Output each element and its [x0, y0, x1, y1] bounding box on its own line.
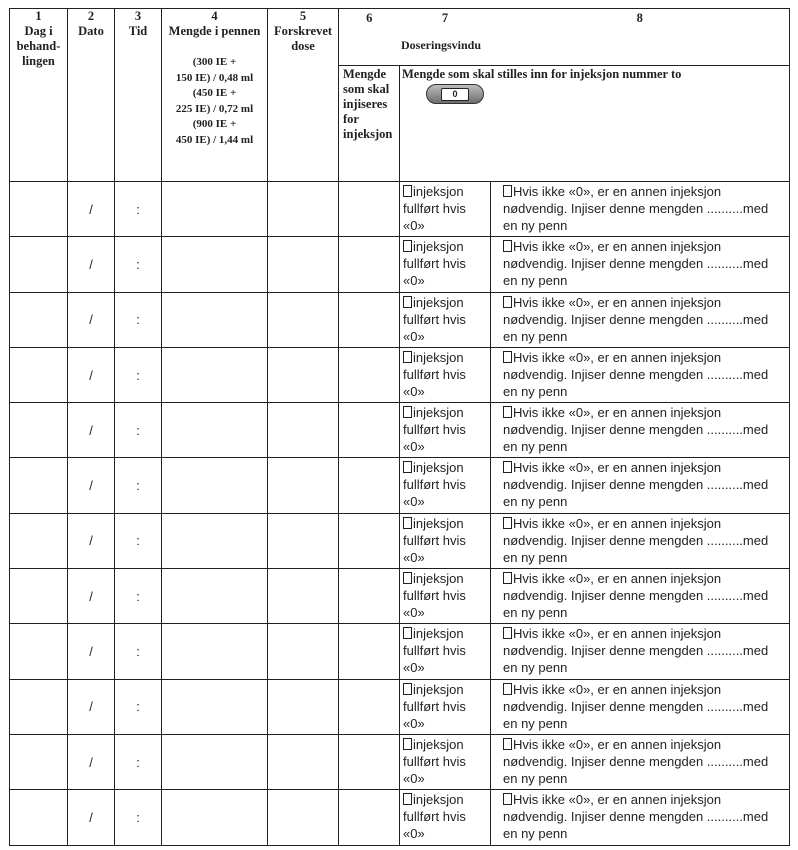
- header-prescribed-dose: [268, 9, 339, 182]
- inject-amount-cell[interactable]: [339, 679, 400, 734]
- table-row: [10, 347, 790, 402]
- complete-text-2: fullført hvis: [403, 532, 466, 548]
- table-row: [10, 182, 790, 237]
- prescribed-dose-cell[interactable]: [268, 569, 339, 624]
- date-separator: /: [89, 201, 93, 217]
- inject-amount-cell[interactable]: [339, 458, 400, 513]
- second-text-3: en ny penn: [503, 660, 568, 676]
- injection-complete-cell: [400, 513, 491, 568]
- header-dose-label-1: Forskrevet: [273, 24, 333, 38]
- time-separator: :: [136, 588, 140, 604]
- header-day-label-2: behand-: [16, 39, 61, 53]
- complete-text-3: «0»: [403, 218, 425, 233]
- table-row: [10, 679, 790, 734]
- time-cell[interactable]: [115, 513, 162, 568]
- second-text-1: Hvis ikke «0», er en annen injeksjon: [513, 736, 722, 752]
- day-cell[interactable]: [10, 403, 68, 458]
- date-cell[interactable]: [68, 292, 115, 347]
- date-cell[interactable]: [68, 569, 115, 624]
- second-text-3: en ny penn: [503, 549, 568, 565]
- amount-cell[interactable]: [162, 403, 268, 458]
- injection-complete-cell: [400, 569, 491, 624]
- inject-amount-cell[interactable]: [339, 347, 400, 402]
- amount-cell[interactable]: [162, 790, 268, 845]
- time-cell[interactable]: [115, 403, 162, 458]
- time-cell[interactable]: [115, 790, 162, 845]
- injection-complete-cell: [400, 237, 491, 292]
- injection-complete-cell: [400, 403, 491, 458]
- complete-text-1: injeksjon: [413, 736, 464, 752]
- amount-cell[interactable]: [162, 734, 268, 789]
- pen-window-value: 0: [441, 88, 469, 101]
- header-day: [10, 9, 68, 182]
- complete-text-2: fullført hvis: [403, 698, 466, 714]
- completed-checkbox[interactable]: [403, 572, 412, 584]
- header-dose-label-2: dose: [291, 39, 315, 53]
- second-injection-cell: [491, 403, 790, 458]
- date-separator: /: [89, 422, 93, 438]
- complete-text-3: «0»: [403, 826, 425, 842]
- amount-option-line: (450 IE +: [192, 87, 237, 99]
- time-separator: :: [136, 312, 140, 328]
- complete-text-1: injeksjon: [413, 294, 464, 310]
- completed-checkbox[interactable]: [403, 240, 412, 252]
- pen-dose-window-icon: [426, 84, 484, 104]
- second-text-1: Hvis ikke «0», er en annen injeksjon: [513, 792, 722, 808]
- time-separator: :: [136, 699, 140, 715]
- complete-text-1: injeksjon: [413, 792, 464, 808]
- complete-text-1: injeksjon: [413, 349, 464, 365]
- time-separator: :: [136, 256, 140, 272]
- complete-text-1: injeksjon: [413, 239, 464, 255]
- time-cell[interactable]: [115, 292, 162, 347]
- complete-text-3: «0»: [403, 715, 425, 731]
- second-injection-checkbox[interactable]: [503, 738, 512, 750]
- second-text-1: Hvis ikke «0», er en annen injeksjon: [513, 681, 722, 697]
- second-text-1: Hvis ikke «0», er en annen injeksjon: [513, 184, 722, 199]
- second-injection-cell: [491, 569, 790, 624]
- time-cell[interactable]: [115, 458, 162, 513]
- header-amount-options: [162, 55, 267, 148]
- day-cell[interactable]: [10, 790, 68, 845]
- header-date: [68, 9, 115, 182]
- complete-text-1: injeksjon: [413, 626, 464, 642]
- header-col7-number: 7: [400, 9, 491, 36]
- second-text-1: Hvis ikke «0», er en annen injeksjon: [513, 571, 722, 587]
- second-injection-cell: [491, 182, 790, 237]
- complete-text-2: fullført hvis: [403, 753, 466, 769]
- second-injection-cell: [491, 458, 790, 513]
- amount-cell[interactable]: [162, 292, 268, 347]
- header-day-label-3: lingen: [22, 54, 55, 68]
- time-separator: :: [136, 754, 140, 770]
- second-text-1: Hvis ikke «0», er en annen injeksjon: [513, 460, 722, 476]
- date-cell[interactable]: [68, 513, 115, 568]
- second-text-3: en ny penn: [503, 328, 568, 344]
- date-cell[interactable]: [68, 790, 115, 845]
- date-cell[interactable]: [68, 458, 115, 513]
- inject-amount-cell[interactable]: [339, 734, 400, 789]
- header-amount-number: 4: [211, 9, 218, 23]
- header-second-injection: [400, 66, 790, 182]
- complete-text-3: «0»: [403, 605, 425, 621]
- second-injection-cell: [491, 347, 790, 402]
- header-date-number: 2: [87, 9, 95, 23]
- second-injection-checkbox[interactable]: [503, 406, 512, 418]
- time-cell[interactable]: [115, 182, 162, 237]
- table-row: [10, 734, 790, 789]
- prescribed-dose-cell[interactable]: [268, 679, 339, 734]
- amount-cell[interactable]: [162, 182, 268, 237]
- table-row: [10, 292, 790, 347]
- second-text-3: en ny penn: [503, 826, 568, 842]
- date-separator: /: [89, 699, 93, 715]
- second-injection-checkbox[interactable]: [503, 683, 512, 695]
- amount-option-line: 450 IE) / 1,44 ml: [175, 133, 254, 146]
- date-cell[interactable]: [68, 624, 115, 679]
- second-text-2: nødvendig. Injiser denne mengden ..........med: [503, 643, 769, 659]
- time-separator: :: [136, 809, 140, 825]
- table-row: [10, 790, 790, 845]
- second-injection-cell: [491, 237, 790, 292]
- second-text-3: en ny penn: [503, 715, 568, 731]
- date-cell[interactable]: [68, 734, 115, 789]
- second-injection-checkbox[interactable]: [503, 793, 512, 805]
- complete-text-2: fullført hvis: [403, 201, 466, 216]
- date-separator: /: [89, 588, 93, 604]
- second-text-3: en ny penn: [503, 605, 568, 621]
- date-separator: /: [89, 809, 93, 825]
- complete-text-2: fullført hvis: [403, 256, 466, 272]
- second-text-2: nødvendig. Injiser denne mengden ..........med: [503, 366, 769, 382]
- time-cell[interactable]: [115, 734, 162, 789]
- second-injection-cell: [491, 513, 790, 568]
- completed-checkbox[interactable]: [403, 461, 412, 473]
- second-injection-checkbox[interactable]: [503, 627, 512, 639]
- time-separator: :: [136, 533, 140, 549]
- date-separator: /: [89, 644, 93, 660]
- amount-cell[interactable]: [162, 458, 268, 513]
- inject-amount-cell[interactable]: [339, 292, 400, 347]
- prescribed-dose-cell[interactable]: [268, 182, 339, 237]
- header-amount-label: Mengde i pennen: [168, 24, 261, 38]
- complete-text-3: «0»: [403, 660, 425, 676]
- amount-option-line: (900 IE +: [192, 118, 237, 130]
- second-injection-checkbox[interactable]: [503, 240, 512, 252]
- day-cell[interactable]: [10, 734, 68, 789]
- second-text-1: Hvis ikke «0», er en annen injeksjon: [513, 405, 722, 421]
- prescribed-dose-cell[interactable]: [268, 237, 339, 292]
- date-cell[interactable]: [68, 403, 115, 458]
- time-separator: :: [136, 367, 140, 383]
- second-text-3: en ny penn: [503, 383, 568, 399]
- prescribed-dose-cell[interactable]: [268, 734, 339, 789]
- day-cell[interactable]: [10, 182, 68, 237]
- date-separator: /: [89, 312, 93, 328]
- second-text-2: nødvendig. Injiser denne mengden ..........med: [503, 809, 769, 825]
- complete-text-1: injeksjon: [413, 460, 464, 476]
- time-cell[interactable]: [115, 679, 162, 734]
- day-cell[interactable]: [10, 679, 68, 734]
- completed-checkbox[interactable]: [403, 683, 412, 695]
- table-row: [10, 458, 790, 513]
- day-cell[interactable]: [10, 624, 68, 679]
- table-row: [10, 569, 790, 624]
- complete-text-2: fullført hvis: [403, 311, 466, 327]
- second-text-1: Hvis ikke «0», er en annen injeksjon: [513, 239, 722, 255]
- second-text-2: nødvendig. Injiser denne mengden ..........med: [503, 532, 769, 548]
- second-text-1: Hvis ikke «0», er en annen injeksjon: [513, 349, 722, 365]
- prescribed-dose-cell[interactable]: [268, 790, 339, 845]
- complete-text-1: injeksjon: [413, 571, 464, 587]
- second-text-3: en ny penn: [503, 218, 568, 233]
- header-second-injection-label: Mengde som skal stilles inn for injeksjon nummer to: [402, 67, 682, 81]
- completed-checkbox[interactable]: [403, 517, 412, 529]
- time-cell[interactable]: [115, 237, 162, 292]
- complete-text-2: fullført hvis: [403, 422, 466, 438]
- injection-complete-cell: [400, 292, 491, 347]
- amount-cell[interactable]: [162, 569, 268, 624]
- day-cell[interactable]: [10, 237, 68, 292]
- injection-complete-cell: [400, 458, 491, 513]
- day-cell[interactable]: [10, 513, 68, 568]
- second-injection-cell: [491, 679, 790, 734]
- prescribed-dose-cell[interactable]: [268, 513, 339, 568]
- inject-amount-cell[interactable]: [339, 403, 400, 458]
- header-day-label-1: Dag i: [24, 24, 53, 38]
- second-injection-cell: [491, 292, 790, 347]
- complete-text-3: «0»: [403, 770, 425, 786]
- injection-complete-cell: [400, 347, 491, 402]
- complete-text-2: fullført hvis: [403, 477, 466, 493]
- second-text-2: nødvendig. Injiser denne mengden ..........med: [503, 698, 769, 714]
- inject-amount-cell[interactable]: [339, 624, 400, 679]
- date-cell[interactable]: [68, 237, 115, 292]
- header-amount-in-pen: [162, 9, 268, 182]
- amount-cell[interactable]: [162, 237, 268, 292]
- second-text-3: en ny penn: [503, 439, 568, 455]
- table-row: [10, 624, 790, 679]
- complete-text-1: injeksjon: [413, 405, 464, 421]
- complete-text-3: «0»: [403, 549, 425, 565]
- injection-complete-cell: [400, 790, 491, 845]
- second-text-2: nødvendig. Injiser denne mengden ..........med: [503, 477, 769, 493]
- inject-amount-cell[interactable]: [339, 790, 400, 845]
- injection-complete-cell: [400, 734, 491, 789]
- date-separator: /: [89, 367, 93, 383]
- table-row: [10, 403, 790, 458]
- prescribed-dose-cell[interactable]: [268, 458, 339, 513]
- amount-option-line: (300 IE +: [192, 56, 237, 68]
- header-day-number: 1: [35, 9, 42, 23]
- inject-amount-cell[interactable]: [339, 182, 400, 237]
- injection-log-table: [9, 8, 790, 846]
- header-col6-number: 6: [339, 9, 400, 36]
- inject-amount-cell[interactable]: [339, 237, 400, 292]
- prescribed-dose-cell[interactable]: [268, 403, 339, 458]
- prescribed-dose-cell[interactable]: [268, 624, 339, 679]
- second-text-2: nødvendig. Injiser denne mengden ..........med: [503, 422, 769, 438]
- second-injection-cell: [491, 624, 790, 679]
- second-text-1: Hvis ikke «0», er en annen injeksjon: [513, 294, 722, 310]
- amount-cell[interactable]: [162, 624, 268, 679]
- header-dose-number: 5: [299, 9, 307, 23]
- second-injection-checkbox[interactable]: [503, 185, 512, 197]
- completed-checkbox[interactable]: [403, 793, 412, 805]
- second-text-2: nødvendig. Injiser denne mengden ..........med: [503, 201, 769, 216]
- second-text-2: nødvendig. Injiser denne mengden ..........med: [503, 311, 769, 327]
- header-time: [115, 9, 162, 182]
- header-time-label: Tid: [128, 24, 148, 38]
- second-text-3: en ny penn: [503, 494, 568, 510]
- second-injection-cell: [491, 734, 790, 789]
- time-cell[interactable]: [115, 569, 162, 624]
- second-text-2: nødvendig. Injiser denne mengden ..........med: [503, 588, 769, 604]
- time-cell[interactable]: [115, 624, 162, 679]
- complete-text-3: «0»: [403, 273, 425, 289]
- day-cell[interactable]: [10, 569, 68, 624]
- day-cell[interactable]: [10, 292, 68, 347]
- complete-text-1: injeksjon: [413, 184, 464, 199]
- second-text-3: en ny penn: [503, 273, 568, 289]
- complete-text-2: fullført hvis: [403, 588, 466, 604]
- date-cell[interactable]: [68, 182, 115, 237]
- complete-text-2: fullført hvis: [403, 366, 466, 382]
- second-text-2: nødvendig. Injiser denne mengden ..........med: [503, 256, 769, 272]
- amount-cell[interactable]: [162, 679, 268, 734]
- date-separator: /: [89, 533, 93, 549]
- second-injection-cell: [491, 790, 790, 845]
- second-text-1: Hvis ikke «0», er en annen injeksjon: [513, 515, 722, 531]
- injection-complete-cell: [400, 679, 491, 734]
- date-separator: /: [89, 478, 93, 494]
- prescribed-dose-cell[interactable]: [268, 347, 339, 402]
- log-rows: [10, 182, 790, 846]
- amount-cell[interactable]: [162, 513, 268, 568]
- injection-complete-cell: [400, 182, 491, 237]
- complete-text-3: «0»: [403, 439, 425, 455]
- second-injection-checkbox[interactable]: [503, 572, 512, 584]
- completed-checkbox[interactable]: [403, 351, 412, 363]
- second-text-1: Hvis ikke «0», er en annen injeksjon: [513, 626, 722, 642]
- time-cell[interactable]: [115, 347, 162, 402]
- complete-text-3: «0»: [403, 328, 425, 344]
- complete-text-1: injeksjon: [413, 681, 464, 697]
- completed-checkbox[interactable]: [403, 185, 412, 197]
- date-cell[interactable]: [68, 679, 115, 734]
- completed-checkbox[interactable]: [403, 296, 412, 308]
- amount-cell[interactable]: [162, 347, 268, 402]
- complete-text-3: «0»: [403, 383, 425, 399]
- day-cell[interactable]: [10, 458, 68, 513]
- complete-text-2: fullført hvis: [403, 809, 466, 825]
- second-text-2: nødvendig. Injiser denne mengden ..........med: [503, 753, 769, 769]
- second-injection-checkbox[interactable]: [503, 517, 512, 529]
- prescribed-dose-cell[interactable]: [268, 292, 339, 347]
- completed-checkbox[interactable]: [403, 406, 412, 418]
- injection-complete-cell: [400, 624, 491, 679]
- header-amount-to-inject: Mengde som skal injiseres for injeksjon: [339, 66, 400, 182]
- second-injection-checkbox[interactable]: [503, 461, 512, 473]
- table-row: [10, 237, 790, 292]
- header-dosing-window: Doseringsvindu: [339, 36, 790, 66]
- amount-option-line: 150 IE) / 0,48 ml: [175, 71, 254, 84]
- amount-option-line: 225 IE) / 0,72 ml: [175, 102, 254, 115]
- inject-amount-cell[interactable]: [339, 569, 400, 624]
- complete-text-3: «0»: [403, 494, 425, 510]
- completed-checkbox[interactable]: [403, 627, 412, 639]
- time-separator: :: [136, 478, 140, 494]
- table-row: [10, 513, 790, 568]
- complete-text-2: fullført hvis: [403, 643, 466, 659]
- header-date-label: Dato: [78, 24, 104, 38]
- date-separator: /: [89, 256, 93, 272]
- date-separator: /: [89, 754, 93, 770]
- inject-amount-cell[interactable]: [339, 513, 400, 568]
- time-separator: :: [136, 422, 140, 438]
- date-cell[interactable]: [68, 347, 115, 402]
- day-cell[interactable]: [10, 347, 68, 402]
- second-injection-checkbox[interactable]: [503, 296, 512, 308]
- complete-text-1: injeksjon: [413, 515, 464, 531]
- time-separator: :: [136, 201, 140, 217]
- header-time-number: 3: [134, 9, 142, 23]
- header-col8-number: 8: [491, 9, 790, 36]
- second-injection-checkbox[interactable]: [503, 351, 512, 363]
- second-text-3: en ny penn: [503, 770, 568, 786]
- completed-checkbox[interactable]: [403, 738, 412, 750]
- time-separator: :: [136, 644, 140, 660]
